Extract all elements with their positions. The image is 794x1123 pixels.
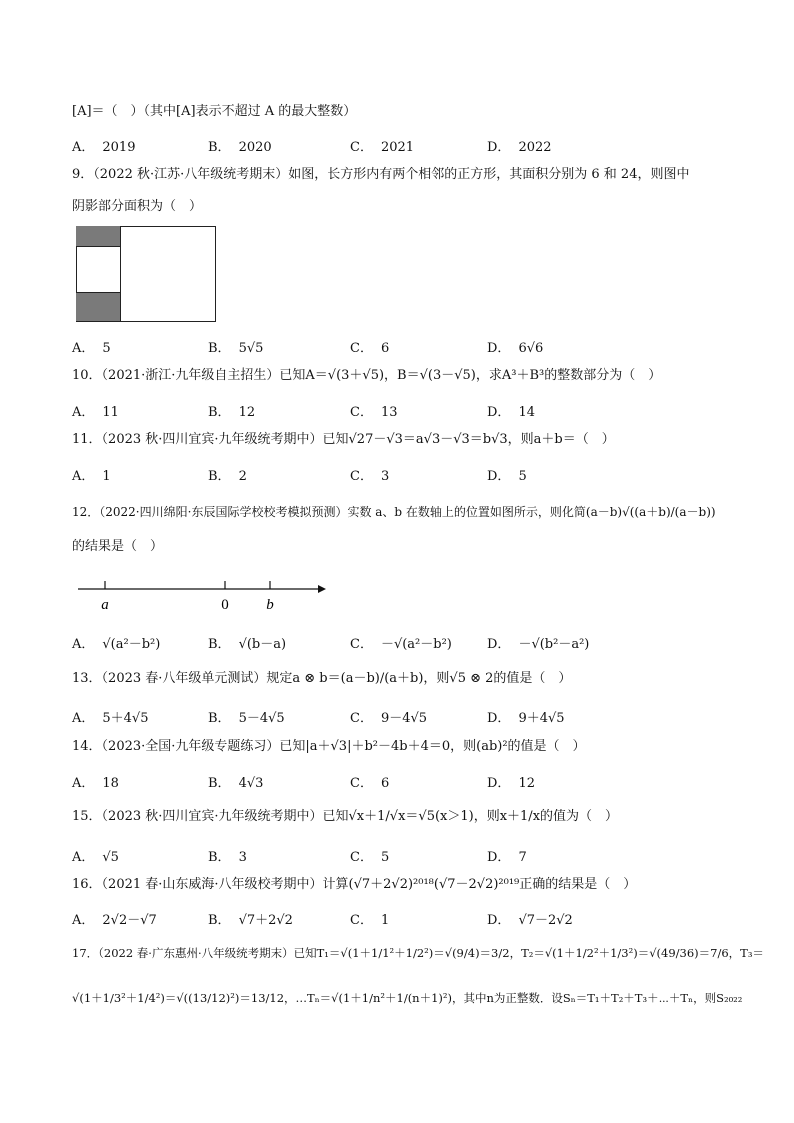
q8-stem: [A]＝（ ）（其中[A]表示不超过 A 的最大整数） (72, 104, 357, 119)
q14-stem: 14．（2023·全国·九年级专题练习）已知|a＋√3|＋b²－4b＋4＝0，则(ab)²的值是（ ） (72, 739, 586, 754)
q8-options (72, 136, 732, 155)
q11-option-c[interactable]: C． 3 (350, 469, 390, 484)
q15-options (72, 846, 732, 865)
q12-stem-line2: 的结果是（ ） (72, 539, 164, 554)
q13-option-a[interactable]: A． 5＋4√5 (72, 711, 149, 726)
q16-stem: 16．（2021 春·山东威海·八年级校考期中）计算(√7＋2√2)²⁰¹⁸(√7－2√2)²⁰¹⁹正确的结果是（ ） (72, 877, 637, 892)
q15-option-d[interactable]: D． 7 (487, 850, 527, 865)
q11-option-a[interactable]: A． 1 (72, 469, 111, 484)
q9-option-b[interactable]: B． 5√5 (208, 341, 264, 356)
q14-option-a[interactable]: A． 18 (72, 776, 119, 791)
q11-options (72, 465, 732, 484)
q10-stem: 10．（2021·浙江·九年级自主招生）已知A＝√(3＋√5)，B＝√(3－√5)，求A³＋B³的整数部分为（ ） (72, 368, 662, 383)
q9-stem-line2: 阴影部分面积为（ ） (72, 199, 203, 214)
q9-figure-squares (76, 226, 121, 322)
q10-option-b[interactable]: B． 12 (208, 405, 256, 420)
q16-option-c[interactable]: C． 1 (350, 913, 390, 928)
q9-option-c[interactable]: C． 6 (350, 341, 390, 356)
q9-shaded-region-bottom (76, 293, 120, 321)
q13-option-d[interactable]: D． 9＋4√5 (487, 711, 565, 726)
q8-option-b[interactable]: B． 2020 (208, 140, 272, 155)
q10-option-c[interactable]: C． 13 (350, 405, 398, 420)
q9-option-d[interactable]: D． 6√6 (487, 341, 544, 356)
axis-arrow (318, 585, 326, 593)
q13-option-c[interactable]: C． 9－4√5 (350, 711, 428, 726)
q16-option-d[interactable]: D． √7－2√2 (487, 913, 573, 928)
q14-options (72, 772, 732, 791)
label-b: b (266, 597, 274, 613)
label-a: a (101, 597, 109, 613)
q8-option-d[interactable]: D． 2022 (487, 140, 552, 155)
q8-option-c[interactable]: C． 2021 (350, 140, 415, 155)
q9-shaded-region-top (76, 226, 120, 246)
q9-stem-line1: 9．（2022 秋·江苏·八年级统考期末）如图，长方形内有两个相邻的正方形，其面积分别为 6 和 24，则图中 (72, 167, 690, 182)
q11-option-b[interactable]: B． 2 (208, 469, 247, 484)
q17-stem-line1: 17．（2022 春·广东惠州·八年级统考期末）已知T₁＝√(1＋1/1²＋1/2²)＝√(9/4)＝3/2，T₂＝√(1＋1/2²＋1/3²)＝√(49/36)＝7/6，T₃＝ (72, 946, 764, 960)
q12-options (72, 633, 732, 652)
label-zero: 0 (221, 597, 229, 613)
q16-option-a[interactable]: A． 2√2－√7 (72, 913, 157, 928)
q15-option-a[interactable]: A． √5 (72, 850, 119, 865)
q12-option-d[interactable]: D． －√(b²－a²) (487, 637, 590, 652)
q11-option-d[interactable]: D． 5 (487, 469, 527, 484)
q12-option-a[interactable]: A． √(a²－b²) (72, 637, 161, 652)
q13-option-b[interactable]: B． 5－4√5 (208, 711, 285, 726)
q15-option-b[interactable]: B． 3 (208, 850, 247, 865)
q12-option-c[interactable]: C． －√(a²－b²) (350, 637, 452, 652)
q17-stem-line2: √(1＋1/3²＋1/4²)＝√((13/12)²)＝13/12，…Tₙ＝√(1＋1/n²＋1/(n＋1)²)，其中n为正整数．设Sₙ＝T₁＋T₂＋T₃＋⋯＋Tₙ，则S₂₀₂₂ (72, 991, 743, 1005)
q13-options (72, 707, 732, 726)
q12-stem-line1: 12．（2022·四川绵阳·东辰国际学校校考模拟预测）实数 a、b 在数轴上的位置如图所示，则化简(a－b)√((a＋b)/(a－b)) (72, 505, 716, 519)
q16-options (72, 909, 732, 928)
q14-option-d[interactable]: D． 12 (487, 776, 535, 791)
divider (76, 246, 120, 247)
q11-stem: 11．（2023 秋·四川宜宾·九年级统考期中）已知√27－√3＝a√3－√3＝b√3，则a＋b＝（ ） (72, 432, 615, 447)
q12-number-line (72, 575, 332, 615)
q15-stem: 15．（2023 秋·四川宜宾·九年级统考期中）已知√x＋1/√x＝√5(x＞1)，则x＋1/x的值为（ ） (72, 809, 619, 824)
q16-option-b[interactable]: B． √7＋2√2 (208, 913, 293, 928)
q14-option-b[interactable]: B． 4√3 (208, 776, 264, 791)
q12-option-b[interactable]: B． √(b－a) (208, 637, 287, 652)
q10-option-d[interactable]: D． 14 (487, 405, 535, 420)
q8-option-a[interactable]: A． 2019 (72, 140, 136, 155)
q9-option-a[interactable]: A． 5 (72, 341, 111, 356)
q14-option-c[interactable]: C． 6 (350, 776, 390, 791)
q9-options (72, 337, 732, 356)
q15-option-c[interactable]: C． 5 (350, 850, 390, 865)
q10-options (72, 401, 732, 420)
q10-option-a[interactable]: A． 11 (72, 405, 119, 420)
q13-stem: 13．（2023 春·八年级单元测试）规定a ⊗ b＝(a－b)/(a＋b)，则√5 ⊗ 2的值是（ ） (72, 671, 572, 686)
